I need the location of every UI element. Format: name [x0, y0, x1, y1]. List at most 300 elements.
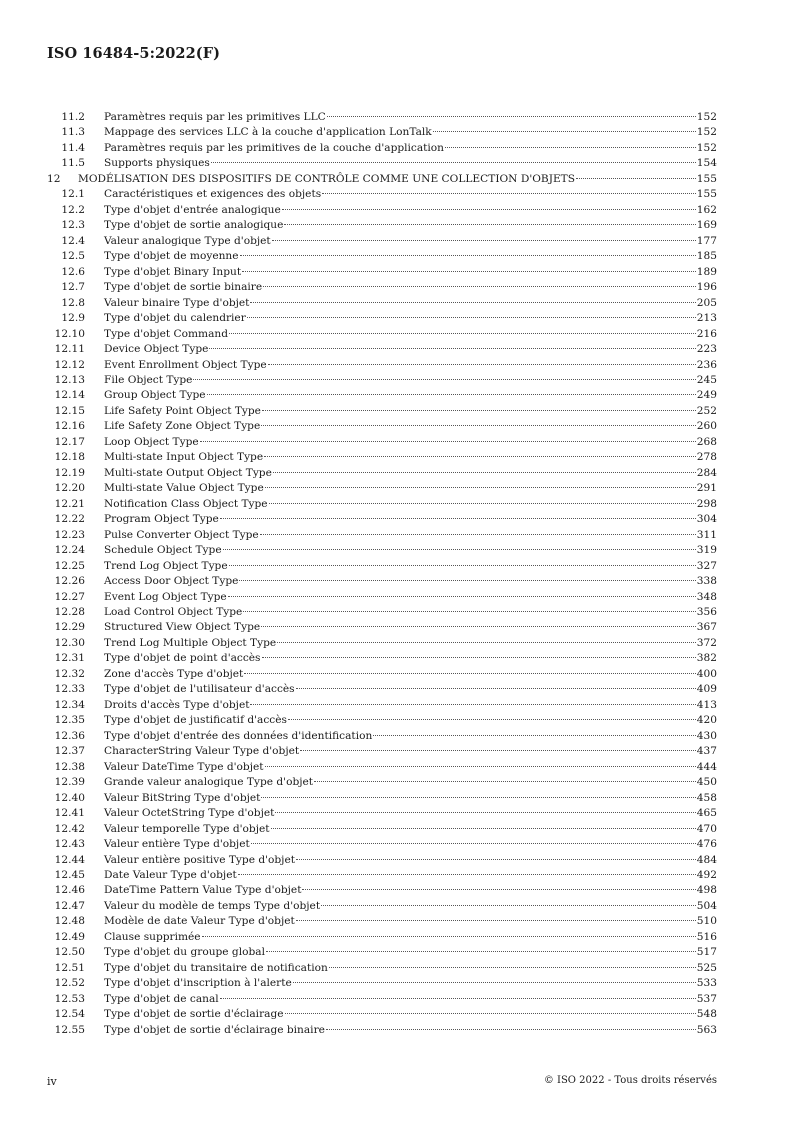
toc-entry-number: 12.34: [54, 698, 85, 711]
toc-entry-page[interactable]: 205: [696, 296, 717, 309]
toc-entry-page[interactable]: 236: [696, 358, 717, 371]
toc-entry-title[interactable]: Valeur entière positive Type d'objet: [104, 853, 295, 866]
dot-leader: [373, 735, 695, 736]
toc-entry-number: 12.30: [54, 636, 85, 649]
dot-leader: [266, 951, 696, 952]
toc-entry-page[interactable]: 152: [696, 111, 717, 123]
toc-entry[interactable]: [47, 620, 717, 635]
dot-leader: [268, 364, 696, 365]
toc-entry-number: 12.16: [54, 420, 85, 433]
toc-entry[interactable]: [47, 837, 717, 852]
dot-leader: [273, 472, 696, 473]
dot-leader: [202, 936, 696, 937]
dot-leader: [285, 1013, 696, 1014]
dot-leader: [260, 534, 696, 535]
toc-entry-title[interactable]: Multi-state Input Object Type: [104, 451, 264, 464]
toc-entry-title[interactable]: MODÉLISATION DES DISPOSITIFS DE CONTRÔLE COMME UNE COLLECTION D'OBJETS: [78, 172, 576, 185]
toc-entry-number: 12.46: [54, 884, 85, 897]
toc-entry[interactable]: [47, 512, 717, 527]
toc-entry-title[interactable]: Caractéristiques et exigences des objets: [104, 188, 322, 201]
toc-entry-page[interactable]: 155: [696, 188, 717, 201]
toc-entry[interactable]: [47, 419, 717, 434]
toc-entry-page[interactable]: 492: [696, 868, 717, 881]
toc-entry[interactable]: [47, 744, 717, 759]
toc-entry-page[interactable]: 537: [696, 992, 717, 1005]
toc-entry-title[interactable]: Valeur DateTime Type d'objet: [104, 760, 264, 773]
dot-leader: [327, 116, 696, 117]
dot-leader: [445, 147, 696, 148]
toc-entry-number: 12.24: [54, 544, 85, 557]
toc-entry-page[interactable]: 437: [696, 745, 717, 758]
dot-leader: [277, 642, 696, 643]
toc-entry[interactable]: [47, 358, 717, 373]
toc-entry-number: 12.22: [54, 513, 85, 526]
toc-entry-title[interactable]: Valeur BitString Type d'objet: [104, 791, 261, 804]
toc-entry-page[interactable]: 223: [696, 343, 717, 356]
dot-leader: [250, 704, 695, 705]
toc-entry-title[interactable]: Clause supprimée: [104, 930, 201, 943]
toc-entry-page[interactable]: 319: [696, 544, 717, 557]
toc-entry-page[interactable]: 420: [696, 714, 717, 727]
toc-entry-page[interactable]: 510: [696, 915, 717, 928]
document-header: ISO 16484-5:2022(F): [47, 45, 221, 62]
toc-entry-number: 12: [47, 172, 61, 185]
toc-entry[interactable]: [47, 249, 717, 264]
toc-entry-title[interactable]: Paramètres requis par les primitives de la couche d'application: [104, 141, 445, 154]
toc-entry-number: 11.2: [61, 111, 85, 123]
toc-entry[interactable]: [47, 559, 717, 574]
toc-entry-title[interactable]: Type d'objet d'entrée des données d'identification: [104, 729, 373, 742]
toc-entry-title[interactable]: Valeur OctetString Type d'objet: [104, 807, 275, 820]
toc-entry-page[interactable]: 348: [696, 590, 717, 603]
toc-entry-title[interactable]: Zone d'accès Type d'objet: [104, 667, 244, 680]
toc-entry-number: 12.28: [54, 606, 85, 618]
toc-entry-page[interactable]: 278: [696, 451, 717, 464]
toc-entry-title[interactable]: Type d'objet de sortie d'éclairage: [104, 1008, 284, 1021]
toc-entry-title[interactable]: File Object Type: [104, 373, 193, 386]
toc-entry-title[interactable]: Type d'objet de point d'accès: [104, 652, 261, 665]
toc-entry-title[interactable]: Program Object Type: [104, 513, 219, 526]
dot-leader: [271, 828, 696, 829]
dot-leader: [229, 565, 696, 566]
toc-entry-title[interactable]: Type d'objet Command: [104, 327, 228, 340]
toc-entry-page[interactable]: 169: [696, 219, 717, 232]
toc-entry-number: 12.19: [54, 466, 85, 479]
toc-entry[interactable]: [47, 992, 717, 1007]
toc-entry-number: 12.7: [61, 281, 85, 294]
toc-entry-page[interactable]: 525: [696, 961, 717, 974]
toc-entry-title[interactable]: Trend Log Multiple Object Type: [104, 636, 277, 649]
toc-entry-number: 12.39: [54, 776, 85, 789]
toc-entry-number: 12.45: [54, 868, 85, 881]
toc-entry-title[interactable]: Notification Class Object Type: [104, 497, 268, 510]
toc-entry[interactable]: [47, 435, 717, 450]
toc-entry[interactable]: [47, 311, 717, 326]
toc-entry-number: 12.8: [61, 296, 85, 309]
toc-entry-title[interactable]: CharacterString Valeur Type d'objet: [104, 745, 300, 758]
toc-entry-number: 12.17: [54, 435, 85, 448]
toc-entry-page[interactable]: 563: [696, 1023, 717, 1036]
dot-leader: [242, 271, 696, 272]
toc-entry-number: 12.11: [54, 343, 85, 356]
toc-entry-title[interactable]: Life Safety Point Object Type: [104, 404, 261, 417]
toc-entry[interactable]: [47, 682, 717, 697]
dot-leader: [314, 781, 696, 782]
toc-entry-page[interactable]: 213: [696, 312, 717, 325]
toc-entry-page[interactable]: 400: [696, 667, 717, 680]
dot-leader: [200, 441, 696, 442]
toc-entry-title[interactable]: Type d'objet de justificatif d'accès: [104, 714, 287, 727]
toc-entry-title[interactable]: Event Log Object Type: [104, 590, 227, 603]
toc-entry-page[interactable]: 372: [696, 636, 717, 649]
toc-entry[interactable]: [47, 466, 717, 481]
toc-entry-number: 12.35: [54, 714, 85, 727]
toc-entry-page[interactable]: 338: [696, 575, 717, 588]
toc-entry-number: 12.47: [54, 899, 85, 912]
toc-entry-page[interactable]: 311: [696, 528, 717, 541]
dot-leader: [251, 843, 696, 844]
dot-leader: [576, 178, 696, 179]
dot-leader: [302, 889, 695, 890]
toc-entry-title[interactable]: Grande valeur analogique Type d'objet: [104, 776, 314, 789]
dot-leader: [296, 859, 696, 860]
toc-entry-page[interactable]: 260: [696, 420, 717, 433]
toc-entry-number: 12.27: [54, 590, 85, 603]
toc-entry[interactable]: [47, 961, 717, 976]
toc-entry-number: 12.13: [54, 373, 85, 386]
dot-leader: [329, 967, 696, 968]
dot-leader: [247, 317, 696, 318]
toc-entry-number: 12.26: [54, 575, 85, 588]
toc-entry-number: 12.3: [61, 219, 85, 232]
toc-entry[interactable]: [47, 713, 717, 728]
toc-entry-page[interactable]: 356: [696, 606, 717, 618]
dot-leader: [296, 688, 696, 689]
table-of-contents: [47, 110, 717, 1038]
toc-entry[interactable]: [47, 853, 717, 868]
toc-entry-number: 12.32: [54, 667, 85, 680]
toc-entry[interactable]: [47, 528, 717, 543]
toc-entry[interactable]: [47, 481, 717, 496]
toc-entry-number: 12.18: [54, 451, 85, 464]
toc-entry-page[interactable]: 245: [696, 373, 717, 386]
dot-leader: [250, 302, 695, 303]
toc-entry-number: 11.5: [61, 157, 85, 170]
toc-entry[interactable]: [47, 265, 717, 280]
toc-entry-page[interactable]: 291: [696, 482, 717, 495]
dot-leader: [326, 1029, 696, 1030]
toc-entry[interactable]: [47, 280, 717, 295]
toc-entry-page[interactable]: 533: [696, 977, 717, 990]
toc-entry-title[interactable]: Paramètres requis par les primitives LLC: [104, 111, 326, 123]
toc-entry-page[interactable]: 548: [696, 1008, 717, 1021]
toc-entry[interactable]: [47, 868, 717, 883]
dot-leader: [293, 982, 696, 983]
toc-entry[interactable]: [47, 373, 717, 388]
toc-entry-page[interactable]: 476: [696, 838, 717, 851]
toc-entry[interactable]: [47, 342, 717, 357]
toc-entry-title[interactable]: Life Safety Zone Object Type: [104, 420, 261, 433]
toc-entry[interactable]: [47, 110, 717, 125]
toc-entry-page[interactable]: 413: [696, 698, 717, 711]
toc-entry-number: 12.33: [54, 683, 85, 696]
toc-entry-number: 12.43: [54, 838, 85, 851]
toc-entry-page[interactable]: 367: [696, 621, 717, 634]
toc-entry[interactable]: [47, 296, 717, 311]
toc-entry-number: 12.41: [54, 807, 85, 820]
toc-entry-title[interactable]: Type d'objet du groupe global: [104, 946, 265, 959]
dot-leader: [240, 255, 696, 256]
toc-entry-number: 12.52: [54, 977, 85, 990]
toc-entry-number: 12.54: [54, 1008, 85, 1021]
toc-entry[interactable]: [47, 899, 717, 914]
toc-entry-page[interactable]: 252: [696, 404, 717, 417]
toc-entry-title[interactable]: Multi-state Value Object Type: [104, 482, 264, 495]
toc-entry-page[interactable]: 327: [696, 559, 717, 572]
toc-entry[interactable]: [47, 450, 717, 465]
toc-entry[interactable]: [47, 883, 717, 898]
dot-leader: [321, 905, 696, 906]
dot-leader: [211, 162, 696, 163]
toc-entry[interactable]: [47, 234, 717, 249]
toc-entry-page[interactable]: 517: [696, 946, 717, 959]
toc-entry[interactable]: [47, 590, 717, 605]
toc-entry-number: 12.38: [54, 760, 85, 773]
toc-entry-title[interactable]: Load Control Object Type: [104, 606, 243, 618]
toc-entry-number: 12.36: [54, 729, 85, 742]
toc-entry-title[interactable]: Mappage des services LLC à la couche d'application LonTalk: [104, 126, 432, 139]
toc-entry-number: 12.1: [61, 188, 85, 201]
dot-leader: [272, 240, 696, 241]
toc-entry-title[interactable]: Valeur temporelle Type d'objet: [104, 822, 270, 835]
dot-leader: [244, 673, 695, 674]
toc-entry-number: 12.15: [54, 404, 85, 417]
toc-entry[interactable]: [47, 218, 717, 233]
toc-entry[interactable]: [47, 945, 717, 960]
toc-entry[interactable]: [47, 543, 717, 558]
toc-entry-page[interactable]: 516: [696, 930, 717, 943]
toc-entry[interactable]: [47, 806, 717, 821]
dot-leader: [228, 596, 696, 597]
toc-entry-page[interactable]: 450: [696, 776, 717, 789]
toc-entry-title[interactable]: Type d'objet d'inscription à l'alerte: [104, 977, 292, 990]
toc-entry[interactable]: [47, 156, 717, 171]
toc-entry-title[interactable]: Schedule Object Type: [104, 544, 222, 557]
toc-entry-page[interactable]: 498: [696, 884, 717, 897]
toc-entry-number: 12.48: [54, 915, 85, 928]
toc-entry[interactable]: [47, 698, 717, 713]
toc-entry-number: 12.42: [54, 822, 85, 835]
toc-entry-page[interactable]: 304: [696, 513, 717, 526]
toc-entry[interactable]: [47, 667, 717, 682]
toc-entry[interactable]: [47, 651, 717, 666]
toc-entry[interactable]: [47, 605, 717, 620]
toc-entry[interactable]: [47, 574, 717, 589]
toc-entry-number: 12.5: [61, 250, 85, 263]
dot-leader: [269, 503, 696, 504]
copyright-notice: © ISO 2022 - Tous droits réservés: [543, 1075, 717, 1086]
dot-leader: [322, 193, 696, 194]
toc-entry-page[interactable]: 465: [696, 807, 717, 820]
toc-entry-title[interactable]: Type d'objet de sortie analogique: [104, 219, 284, 232]
toc-entry-title[interactable]: Loop Object Type: [104, 435, 199, 448]
toc-entry-title[interactable]: Structured View Object Type: [104, 621, 261, 634]
toc-entry-page[interactable]: 155: [696, 172, 717, 185]
toc-entry-page[interactable]: 154: [696, 157, 717, 170]
dot-leader: [220, 998, 696, 999]
toc-entry[interactable]: [47, 141, 717, 156]
toc-entry-title[interactable]: Access Door Object Type: [104, 575, 239, 588]
toc-entry-title[interactable]: Group Object Type: [104, 389, 206, 402]
dot-leader: [264, 456, 696, 457]
toc-entry-title[interactable]: Supports physiques: [104, 157, 210, 170]
toc-entry-page[interactable]: 430: [696, 729, 717, 742]
toc-entry[interactable]: [47, 172, 717, 187]
toc-entry[interactable]: [47, 791, 717, 806]
toc-entry-page[interactable]: 409: [696, 683, 717, 696]
toc-entry-number: 12.9: [61, 312, 85, 325]
toc-entry[interactable]: [47, 404, 717, 419]
dot-leader: [243, 611, 695, 612]
toc-entry-title[interactable]: DateTime Pattern Value Type d'objet: [104, 884, 302, 897]
toc-entry-number: 12.31: [54, 652, 85, 665]
toc-entry-number: 12.21: [54, 497, 85, 510]
toc-entry[interactable]: [47, 775, 717, 790]
toc-entry-title[interactable]: Multi-state Output Object Type: [104, 466, 272, 479]
toc-entry[interactable]: [47, 822, 717, 837]
toc-entry-page[interactable]: 177: [696, 234, 717, 247]
toc-entry-number: 12.44: [54, 853, 85, 866]
dot-leader: [265, 487, 696, 488]
toc-entry-title[interactable]: Valeur binaire Type d'objet: [104, 296, 250, 309]
toc-entry-page[interactable]: 152: [696, 126, 717, 139]
toc-entry-title[interactable]: Type d'objet Binary Input: [104, 265, 242, 278]
toc-entry-title[interactable]: Valeur analogique Type d'objet: [104, 234, 271, 247]
toc-entry-title[interactable]: Type d'objet de l'utilisateur d'accès: [104, 683, 295, 696]
toc-entry-number: 12.14: [54, 389, 85, 402]
toc-entry-title[interactable]: Type d'objet de canal: [104, 992, 219, 1005]
dot-leader: [207, 394, 696, 395]
toc-entry[interactable]: [47, 203, 717, 218]
toc-entry-page[interactable]: 484: [696, 853, 717, 866]
toc-entry-title[interactable]: Modèle de date Valeur Type d'objet: [104, 915, 295, 928]
dot-leader: [262, 657, 696, 658]
toc-entry-page[interactable]: 382: [696, 652, 717, 665]
toc-entry-page[interactable]: 298: [696, 497, 717, 510]
toc-entry-page[interactable]: 185: [696, 250, 717, 263]
toc-entry-title[interactable]: Event Enrollment Object Type: [104, 358, 267, 371]
dot-leader: [282, 209, 696, 210]
dot-leader: [229, 333, 696, 334]
dot-leader: [275, 812, 695, 813]
toc-entry-title[interactable]: Valeur du modèle de temps Type d'objet: [104, 899, 321, 912]
toc-entry-title[interactable]: Type d'objet de sortie d'éclairage binaire: [104, 1023, 325, 1036]
toc-entry[interactable]: [47, 187, 717, 202]
toc-entry-number: 12.12: [54, 358, 85, 371]
dot-leader: [288, 719, 696, 720]
dot-leader: [300, 750, 696, 751]
toc-entry-number: 12.40: [54, 791, 85, 804]
toc-entry-title[interactable]: Type d'objet de moyenne: [104, 250, 239, 263]
toc-entry-number: 12.29: [54, 621, 85, 634]
dot-leader: [261, 626, 696, 627]
toc-entry-title[interactable]: Trend Log Object Type: [104, 559, 228, 572]
toc-entry-number: 12.49: [54, 930, 85, 943]
dot-leader: [296, 920, 696, 921]
toc-entry-page[interactable]: 444: [696, 760, 717, 773]
toc-entry-title[interactable]: Pulse Converter Object Type: [104, 528, 259, 541]
toc-entry-page[interactable]: 470: [696, 822, 717, 835]
toc-entry[interactable]: [47, 125, 717, 140]
toc-entry[interactable]: [47, 976, 717, 991]
dot-leader: [193, 379, 695, 380]
toc-entry[interactable]: [47, 1007, 717, 1022]
toc-entry-page[interactable]: 284: [696, 466, 717, 479]
toc-entry[interactable]: [47, 914, 717, 929]
toc-entry-number: 12.2: [61, 203, 85, 216]
dot-leader: [223, 549, 696, 550]
dot-leader: [263, 286, 696, 287]
dot-leader: [284, 224, 695, 225]
toc-entry-page[interactable]: 458: [696, 791, 717, 804]
toc-entry-number: 12.55: [54, 1023, 85, 1036]
toc-entry-title[interactable]: Type d'objet d'entrée analogique: [104, 203, 281, 216]
toc-entry[interactable]: [47, 930, 717, 945]
toc-entry-number: 12.10: [54, 327, 85, 340]
toc-entry-title[interactable]: Droits d'accès Type d'objet: [104, 698, 250, 711]
toc-entry-number: 12.23: [54, 528, 85, 541]
toc-entry-page[interactable]: 268: [696, 435, 717, 448]
toc-entry-title[interactable]: Date Valeur Type d'objet: [104, 868, 237, 881]
toc-entry-page[interactable]: 249: [696, 389, 717, 402]
dot-leader: [265, 766, 696, 767]
toc-entry[interactable]: [47, 388, 717, 403]
toc-entry-page[interactable]: 504: [696, 899, 717, 912]
toc-entry-page[interactable]: 196: [696, 281, 717, 294]
toc-entry-number: 12.6: [61, 265, 85, 278]
toc-entry-title[interactable]: Device Object Type: [104, 343, 209, 356]
toc-entry-title[interactable]: Type d'objet du transitaire de notification: [104, 961, 328, 974]
page-number: iv: [47, 1075, 57, 1088]
dot-leader: [220, 518, 696, 519]
toc-entry-page[interactable]: 162: [696, 203, 717, 216]
toc-entry[interactable]: [47, 636, 717, 651]
toc-entry-number: 12.50: [54, 946, 85, 959]
toc-entry[interactable]: [47, 497, 717, 512]
toc-entry-number: 12.53: [54, 992, 85, 1005]
toc-entry[interactable]: [47, 729, 717, 744]
toc-entry-page[interactable]: 152: [696, 141, 717, 154]
toc-entry-title[interactable]: Type d'objet de sortie binaire: [104, 281, 263, 294]
dot-leader: [261, 797, 695, 798]
toc-entry-page[interactable]: 216: [696, 327, 717, 340]
toc-entry[interactable]: [47, 1023, 717, 1038]
toc-entry-number: 11.3: [61, 126, 85, 139]
dot-leader: [262, 410, 696, 411]
dot-leader: [209, 348, 695, 349]
toc-entry-number: 11.4: [61, 141, 85, 154]
toc-entry-number: 12.51: [54, 961, 85, 974]
toc-entry-title[interactable]: Type d'objet du calendrier: [104, 312, 246, 325]
toc-entry-number: 12.4: [61, 234, 85, 247]
toc-entry[interactable]: [47, 760, 717, 775]
dot-leader: [239, 580, 695, 581]
toc-entry-page[interactable]: 189: [696, 265, 717, 278]
toc-entry-number: 12.25: [54, 559, 85, 572]
toc-entry-number: 12.37: [54, 745, 85, 758]
toc-entry-title[interactable]: Valeur entière Type d'objet: [104, 838, 250, 851]
toc-entry[interactable]: [47, 327, 717, 342]
